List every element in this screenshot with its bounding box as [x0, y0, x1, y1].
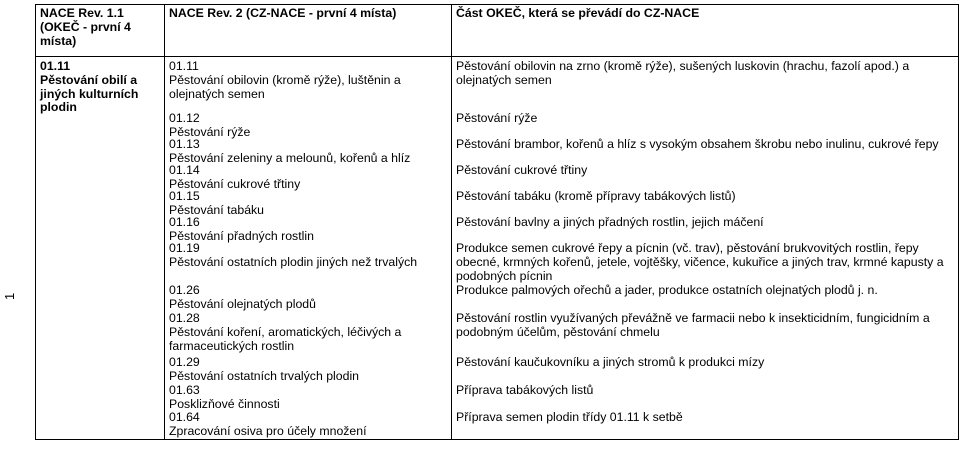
list-item: [169, 216, 448, 242]
list-item: Pěstování tabáku (kromě přípravy tabákových listů): [456, 189, 736, 203]
nace-2-code: 01.26: [169, 283, 200, 297]
nace-2-name: Pěstování cukrové třtiny: [169, 176, 301, 191]
list-item: Příprava semen plodin třídy 01.11 k setbě: [456, 410, 683, 424]
list-item: Produkce palmových ořechů a jader, produkce ostatních olejnatých plodů j. n.: [456, 283, 878, 297]
nace-2-code: 01.12: [169, 111, 200, 125]
list-item: [169, 164, 448, 190]
list-item: Pěstování rýže: [456, 111, 538, 125]
header-row: [36, 5, 959, 57]
nace-2-name: Pěstování zeleniny a melounů, kořenů a hlíz: [169, 150, 411, 165]
list-item: [169, 242, 448, 284]
nace-2-name: Posklizňové činnosti: [169, 396, 280, 411]
nace-2-code: 01.15: [169, 189, 200, 203]
nace-2-code: 01.19: [169, 241, 200, 255]
header-nace-rev-1-1: NACE Rev. 1.1 (OKEČ - první 4 místa): [36, 5, 165, 57]
list-item: Produkce semen cukrové řepy a pícnin (vč. trav), pěstování brukvovitých rostlin, řepy obecné, krmných kořenů, jetele, vojtěšky, vičence, kukuřice a jiných trav, krmné kapusty a podobných pícnin: [456, 241, 944, 283]
list-item: Pěstování rostlin využívaných převážně ve farmacii nebo k insekticidním, fungicidním a podobným účelům, pěstování chmelu: [456, 311, 930, 339]
list-item: [169, 411, 448, 439]
nace-2-code: 01.28: [169, 311, 200, 325]
header-nace-rev-2: NACE Rev. 2 (CZ-NACE - první 4 místa): [165, 5, 452, 57]
list-item: Pěstování kaučukovníku a jiných stromů k produkci mízy: [456, 355, 765, 369]
list-item: Pěstování bavlny a jiných přadných rostlin, jejich máčení: [456, 215, 764, 229]
list-item: Příprava tabákových listů: [456, 383, 594, 397]
nace-1-1-cell: [36, 57, 165, 440]
okec-part-cell: [452, 57, 959, 440]
nace-2-name: Pěstování tabáku: [169, 202, 265, 217]
table-row: [36, 57, 959, 440]
nace-2-name: Pěstování ostatních plodin jiných než trvalých: [169, 254, 418, 269]
nace-2-name: Pěstování koření, aromatických, léčivých a farmaceutických rostlin: [169, 324, 402, 353]
nace-2-name: Pěstování rýže: [169, 124, 251, 139]
nace-2-code: 01.16: [169, 215, 200, 229]
conversion-table: [35, 4, 959, 440]
nace-2-name: Zpracování osiva pro účely množení: [169, 423, 367, 438]
header-okec-part: Část OKEČ, která se převádí do CZ-NACE: [452, 5, 959, 57]
list-item: [169, 138, 448, 164]
nace-2-code: 01.29: [169, 355, 200, 369]
list-item: [169, 60, 448, 112]
list-item: [169, 284, 448, 312]
list-item: [169, 384, 448, 411]
list-item: [169, 190, 448, 216]
list-item: Pěstování brambor, kořenů a hlíz s vysokým obsahem škrobu nebo inulinu, cukrové řepy: [456, 137, 939, 151]
nace-2-code: 01.13: [169, 137, 200, 151]
list-item: [169, 312, 448, 356]
nace-2-code: 01.11: [169, 59, 199, 73]
list-item: [169, 356, 448, 384]
nace-2-name: Pěstování ostatních trvalých plodin: [169, 368, 360, 383]
nace-1-1-name: Pěstování obilí a jiných kulturních plodin: [40, 72, 139, 115]
list-item: Pěstování cukrové třtiny: [456, 163, 588, 177]
nace-2-name: Pěstování olejnatých plodů: [169, 296, 316, 311]
nace-2-name: Pěstování přadných rostlin: [169, 228, 314, 243]
nace-2-cell: [165, 57, 452, 440]
nace-2-code: 01.64: [169, 410, 200, 424]
page-number: 1: [2, 292, 17, 300]
list-item: [169, 112, 448, 138]
nace-2-name: Pěstování obilovin (kromě rýže), luštěnin a olejnatých semen: [169, 72, 401, 101]
nace-1-1-code: 01.11: [40, 59, 71, 73]
list-item: Pěstování obilovin na zrno (kromě rýže), sušených luskovin (hrachu, fazolí apod.) a olejnatých semen: [456, 59, 910, 87]
nace-2-code: 01.63: [169, 383, 200, 397]
nace-2-code: 01.14: [169, 163, 200, 177]
